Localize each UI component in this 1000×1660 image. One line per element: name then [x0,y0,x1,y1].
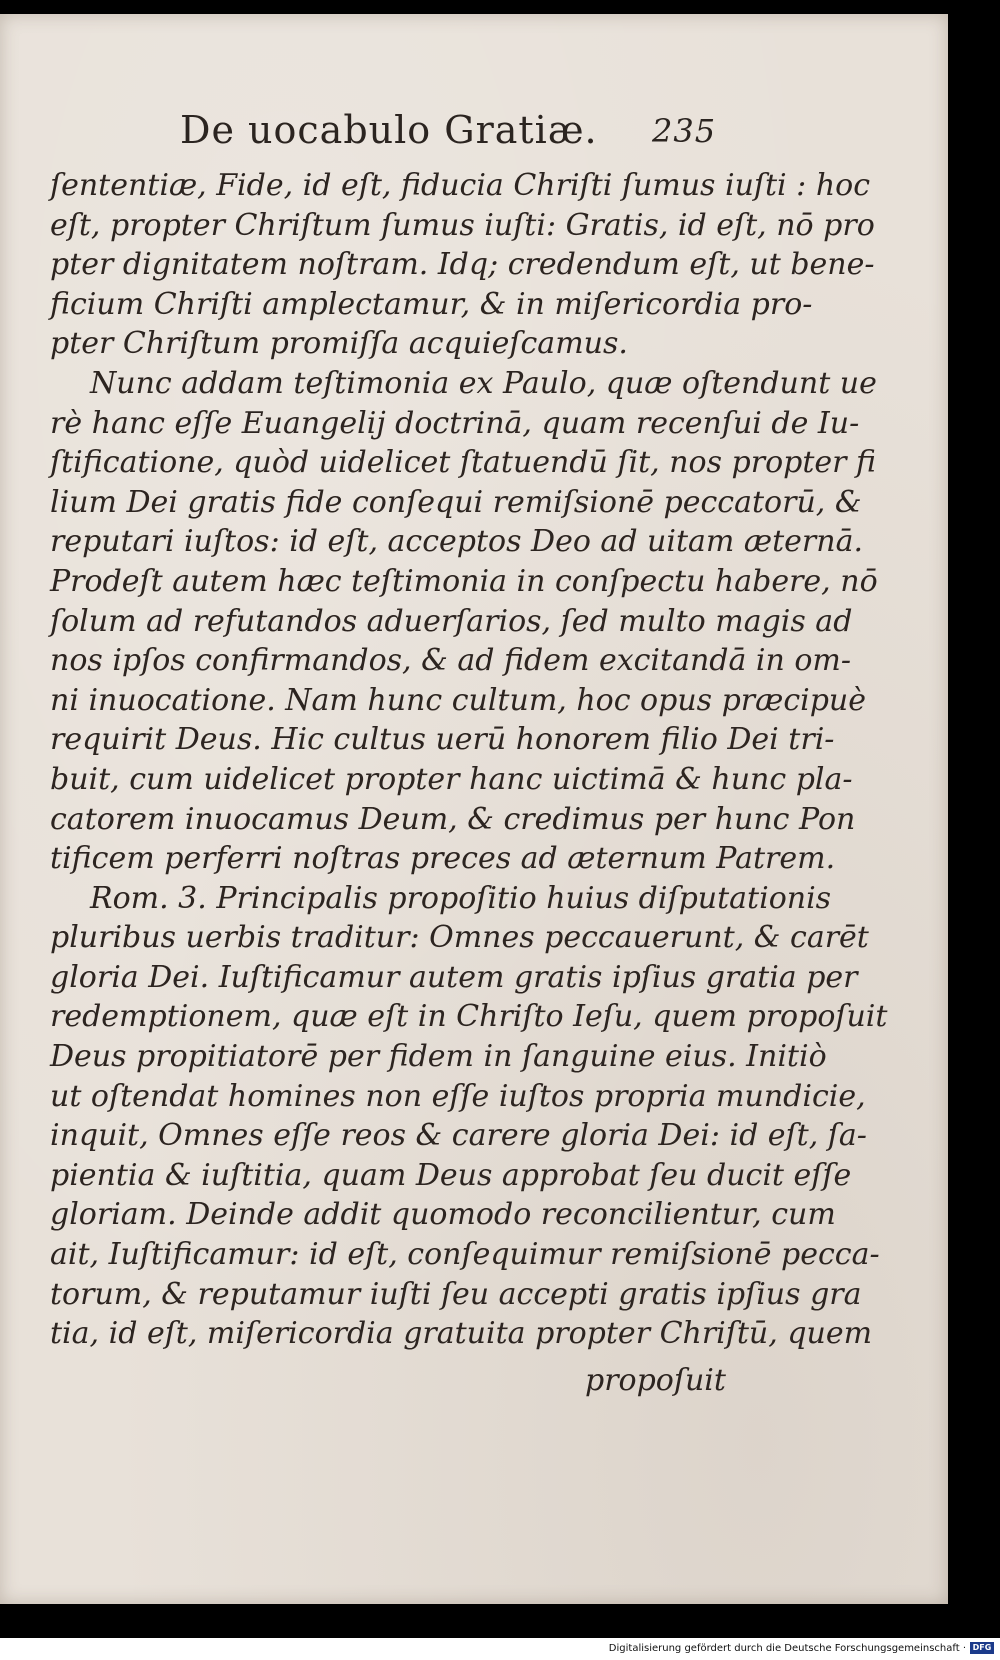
text-line: Rom. 3. Principalis propoſitio huius diſputationis [90,880,832,916]
text-line: ni inuocatione. Nam hunc cultum, hoc opus præcipuè [50,682,866,718]
text-line: ſolum ad refutandos aduerſarios, ſed multo magis ad [50,603,853,639]
text-line: rè hanc eſſe Euangelij doctrinā, quam recenſui de Iu- [50,405,860,441]
text-line: Prodeſt autem hæc teſtimonia in conſpectu habere, nō [50,563,878,599]
dfg-logo: DFG [970,1642,994,1654]
text-line: ait, Iuſtificamur: id eſt, conſequimur remiſsionē pecca- [50,1237,880,1273]
text-line: tia, id eſt, miſericordia gratuita propter Chriſtū, quem [50,1316,873,1352]
text-line: ficium Chriſti amplectamur, & in miſericordia pro- [50,286,813,322]
text-line: requirit Deus. Hic cultus uerū honorem filio Dei tri- [50,722,835,758]
footer-bar [0,1638,1000,1660]
text-line: gloriam. Deinde addit quomodo reconcilientur, cum [50,1197,836,1233]
text-line: gloria Dei. Iuſtificamur autem gratis ipſius gratia per [50,959,858,995]
text-line: torum, & reputamur iuſti ſeu accepti gratis ipſius gra [50,1276,862,1312]
text-line: lium Dei gratis fide conſequi remiſsionē peccatorū, & [50,484,862,520]
text-line: pter Chriſtum promiſſa acquieſcamus. [50,326,628,362]
text-line: pter dignitatem noſtram. Idq; credendum eſt, ut bene- [50,247,875,283]
text-line: ſententiæ, Fide, id eſt, fiducia Chriſti ſumus iuſti : hoc [50,168,871,203]
funding-notice: Digitalisierung gefördert durch die Deutsche Forschungsgemeinschaft · [608,1643,966,1654]
text-line: reputari iuſtos: id eſt, acceptos Deo ad uitam æternā. [50,524,863,560]
running-header [180,108,717,168]
text-line: redemptionem, quæ eſt in Chriſto Ieſu, quem propoſuit [50,999,888,1035]
text-line: Nunc addam teſtimonia ex Paulo, quæ oſtendunt ue [90,365,877,401]
text-line: Deus propitiatorē per fidem in ſanguine eius. Initiò [50,1039,827,1075]
body-text [50,166,888,1354]
text-line: catorem inuocamus Deum, & credimus per hunc Pon [50,801,856,837]
catchword: propoſuit [585,1363,726,1398]
book-page [0,14,948,1604]
text-line: pientia & iuſtitia, quam Deus approbat ſeu ducit eſſe [50,1157,852,1193]
running-title: De uocabulo Gratiæ. [180,108,598,152]
text-line: inquit, Omnes eſſe reos & carere gloria Dei: id eſt, ſa- [50,1118,867,1154]
text-line: buit, cum uidelicet propter hanc uictimā & hunc pla- [50,761,853,797]
text-line: tificem perferri noſtras preces ad æternum Patrem. [50,841,836,877]
text-line: pluribus uerbis traditur: Omnes peccauerunt, & carēt [50,920,869,956]
text-line: ſtificatione, quòd uidelicet ſtatuendū ſit, nos propter fi [50,445,877,481]
text-line: ut oſtendat homines non eſſe iuſtos propria mundicie, [50,1078,866,1114]
page-number: 235 [652,112,717,150]
text-line: nos ipſos confirmandos, & ad fidem excitandā in om- [50,643,852,679]
text-line: eſt, propter Chriſtum ſumus iuſti: Gratis, id eſt, nō pro [50,207,875,243]
